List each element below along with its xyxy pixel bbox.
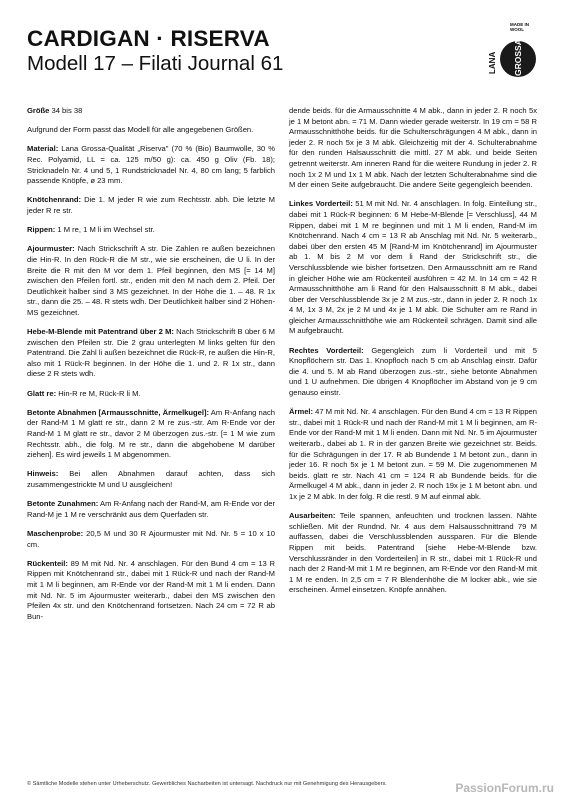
section-text: dende beids. für die Armausschnitte 4 M abk., dann in jeder 2. R noch 5x je 1 M betont abn. = 71 M. Dann wieder gerade weiterstr. In 19 cm = 58 R Armausschnitthöhe beids. für die Schulterschrägungen 4 M abk., dann in jeder 2. R noch 5x je 3 M abk. Gleichzeitig mit der 4. Schulterabnahme für den runden Halsausschnitt die mittl. 27 M abk. und beide Seiten getrennt weiterstr. Am inneren Rand für die weitere Rundung in jeder 2. R noch 1x 2 M und 1x 1 M abk. Nach der letzten Schulterabnahme sind die M der einen Seite aufgebraucht. Die andere Seite gegengleich beenden. — [289, 106, 537, 190]
page-subtitle: Modell 17 – Filati Journal 61 — [27, 52, 284, 75]
section-text: Hin-R re M, Rück-R li M. — [56, 388, 141, 398]
paragraph — [27, 106, 275, 117]
logo-brand-right: GROSSA — [513, 39, 523, 76]
paragraph — [27, 529, 275, 550]
paragraph — [27, 144, 275, 186]
section-text: 89 M mit Nd. Nr. 4 anschlagen. Für den Bund 4 cm = 13 R Rippen mit Knötchenrand str., dabei mit 1 Rück-R und nach der Rand-M mit 1 M li beginnen, am R-Ende vor der Rand-M mit 1 M li enden. Dann mit Nd. Nr. 5 im Ajourmuster weiterarb., dabei den MS zwischen den Pfeilen 4x str. und den Knötchenrand fortsetzen. Nach 24 cm = 72 R ab Bun- — [27, 558, 275, 621]
paragraph — [289, 346, 537, 399]
section-heading: Größe — [27, 106, 50, 115]
paragraph — [27, 559, 275, 623]
logo-brand-left: LANA — [488, 51, 497, 74]
section-heading: Rippen: — [27, 225, 56, 235]
logo-small-text: MADE IN WOOL — [510, 22, 529, 32]
paragraph — [27, 327, 275, 380]
paragraph — [289, 511, 537, 596]
right-column — [289, 106, 537, 605]
paragraph — [27, 499, 275, 520]
section-text: Nach Strickschrift A str. Die Zahlen re außen bezeichnen die Hin-R. In den Rück-R die M str., wie sie erscheinen, die U li. In der Breite die R mit den M vor dem 1. Pfeil beginnen, den MS [= 14 M] zwischen den Pfeilen fortl. str., enden mit den M nach dem 2. Pfeil. Der Deutlichkeit halber sind 3 MS gezeichnet. In der Höhe die 1. – 48. R 1x str., dann die 25. – 48. R stets wdh. Der Deutlichkeit halber sind 2 Höhen-MS gezeichnet. — [27, 244, 275, 317]
section-text: Nach Strickschrift B über 6 M zwischen den Pfeilen str. Die 2 grau unterlegten M links gelten für den Patentrand. Die Zahl li außen bezeichnet die Rück-R, re außen die Hin-R, also mit 1 Rück-R beginnen. In der Höhe die 1. und 2. R 1x str., dann diese 2 R stets wdh. — [27, 327, 276, 379]
section-heading: Betonte Abnahmen [Armausschnitte, Ärmelkugel]: — [27, 407, 210, 417]
section-text: Die 1. M jeder R wie zum Rechtsstr. abh. Die letzte M jeder R re str. — [27, 195, 275, 215]
section-text: Aufgrund der Form passt das Modell für alle angegebenen Größen. — [27, 125, 254, 135]
paragraph — [27, 389, 275, 400]
section-heading: Hinweis: — [27, 469, 59, 479]
section-text: Lana Grossa-Qualität „Riserva" (70 % (Bio) Baumwolle, 30 % Rec. Polyamid, LL = ca. 125 m/50 g): ca. 450 g Oliv (Fb. 18); Stricknadeln Nr. 4 und 5, 1 Rundstricknadel Nr. 4, 80 cm lang; 5 farblich passende Knöpfe, ø 23 mm. — [27, 144, 275, 186]
section-heading: Betonte Zunahmen: — [27, 499, 99, 509]
section-text: Gegengleich zum li Vorderteil und mit 5 Knopflöchern str. Das 1. Knopfloch nach 5 cm ab Anschlag einstr. Dafür die 4. und 5. M ab Rand überzogen zus.-str., siehe betonte Abnahmen und 1 U aufnehmen. Die übrigen 4 Knopflöcher im Abstand von je 9 cm genauso einstr. — [289, 345, 537, 398]
section-heading: Glatt re: — [27, 388, 57, 398]
section-heading: Ausarbeiten: — [289, 511, 336, 521]
section-heading: Knötchenrand: — [27, 195, 81, 205]
paragraph — [27, 195, 275, 216]
watermark: PassionForum.ru — [455, 781, 554, 795]
paragraph — [27, 125, 275, 136]
paragraph — [27, 469, 275, 490]
section-text: 1 M re, 1 M li im Wechsel str. — [55, 225, 155, 235]
section-heading: Ajourmuster: — [27, 244, 75, 254]
section-heading: Rückenteil: — [27, 558, 68, 568]
section-heading: Maschenprobe: — [27, 528, 84, 538]
section-text: 51 M mit Nd. Nr. 4 anschlagen. In folg. Einteilung str., dabei mit 1 Rück-R beginnen: 6 M Hebe-M-Blende [= Verschluss], 44 M Rippen, dabei mit 1 M re beginnen und mit 1 M li enden, Rand-M im Knötchenrand. Nach 4 cm = 13 R ab Anschlag mit Nd. Nr. 5 weiterarb., dabei über den ersten 45 M [Rand-M im Knötchenrand] im Ajourmuster ab 1. M bis 2 M vor dem li Rand der Strickschrift str., die Verschlussblende wie bisher fortsetzen. Den Armausschnitt am re Rand in gleicher Höhe wie am Rückenteil ausführen = 42 M. In 14 cm = 42 R Armausschnitthöhe am li Rand für den Halsausschnitt 8 M abk., dabei über der Verschlussblende 3x je 2 M zus.-str., dann in jeder 2. R noch 1x 4 M, 1x 3 M, 2x je 2 M und 4x je 1 M abk. Die Schulter am re Rand in gleicher Armausschnitthöhe wie am Rückenteil schrägen. Damit sind alle M aufgebraucht. — [289, 199, 537, 336]
copyright-footer: © Sämtliche Modelle stehen unter Urheberschutz. Gewerbliches Nacharbeiten ist untersagt. Nachdruck nur mit Genehmigung des Herausgebers. — [27, 781, 387, 787]
section-text: Am R-Anfang nach der Rand-M 1 M glatt re str., dann 2 M re zus.-str. Am R-Ende vor der Rand-M 1 M glatt re str., davor 2 M überzogen zus.-str. [= 1 M wie zum Rechtsstr. abh., die folg. M re str., dann die abgehobene M darüber ziehen]. Es wird jeweils 1 M abgenommen. — [27, 407, 275, 460]
paragraph — [289, 199, 537, 337]
section-heading: Linkes Vorderteil: — [289, 199, 353, 209]
paragraph — [27, 225, 275, 236]
section-text: 34 bis 38 — [49, 106, 83, 115]
section-heading: Ärmel: — [289, 407, 314, 417]
paragraph — [289, 106, 537, 191]
page-title: CARDIGAN · RISERVA — [27, 26, 270, 51]
paragraph — [289, 407, 537, 502]
section-heading: Hebe-M-Blende mit Patentrand über 2 M: — [27, 327, 174, 337]
paragraph — [27, 408, 275, 461]
section-heading: Material: — [27, 144, 59, 154]
section-text: Teile spannen, anfeuchten und trocknen lassen. Nähte schließen. Mit der Rundnd. Nr. 4 aus dem Halsausschnittrand 79 M auffassen, dabei die Verschlussblenden aussparen. Für die Blende Rippen mit beids. Patentrand [siehe Hebe-M-Blende bzw. Verschlussränder in den Vorderteilen] in R str., dabei mit 1 Rück-R und nach der 2 Rand-M mit 1 M re beginnen, am R-Ende vor den Rand-M mit 1 M re enden. In 2,5 cm = 7 R Blendenhöhe die M locker abk., wie sie erscheinen. Ärmel einsetzen. Knöpfe annähen. — [289, 511, 537, 595]
section-text: Bei allen Abnahmen darauf achten, dass sich zusammengestrickte M und U ausgleichen! — [27, 469, 275, 489]
section-text: 47 M mit Nd. Nr. 4 anschlagen. Für den Bund 4 cm = 13 R Rippen str., dabei mit 1 Rück-R und nach der Rand-M mit 1 M li beginnen, am R-Ende vor der Rand-M mit 1 M li enden. Dann mit Nd. Nr. 5 im Ajourmuster weiterarb., dabei ab 1. R in der ganzen Breite wie gezeichnet str. Beids. für die Schrägungen in der 17. R ab Bundende 1 M betont zun., dann in jeder 16. R noch 5x je 1 M betont zun. = 59 M. Die zugenommenen M beids. glatt re str. Nach 41 cm = 124 R ab Bundende beids. für die Ärmelkugel 4 M abk., dann in jeder 2. R noch 19x je 1 M betont abn. und 1x je 2 M abk. In der folg. R die restl. 9 M auf einmal abk. — [289, 407, 537, 501]
section-heading: Rechtes Vorderteil: — [289, 345, 364, 355]
section-text: Am R-Anfang nach der Rand-M, am R-Ende vor der Rand-M je 1 M re verschränkt aus dem Querfaden str. — [27, 499, 276, 519]
paragraph — [27, 244, 275, 318]
left-column — [27, 106, 275, 631]
section-text: 20,5 M und 30 R Ajourmuster mit Nd. Nr. 5 = 10 x 10 cm. — [27, 528, 275, 549]
